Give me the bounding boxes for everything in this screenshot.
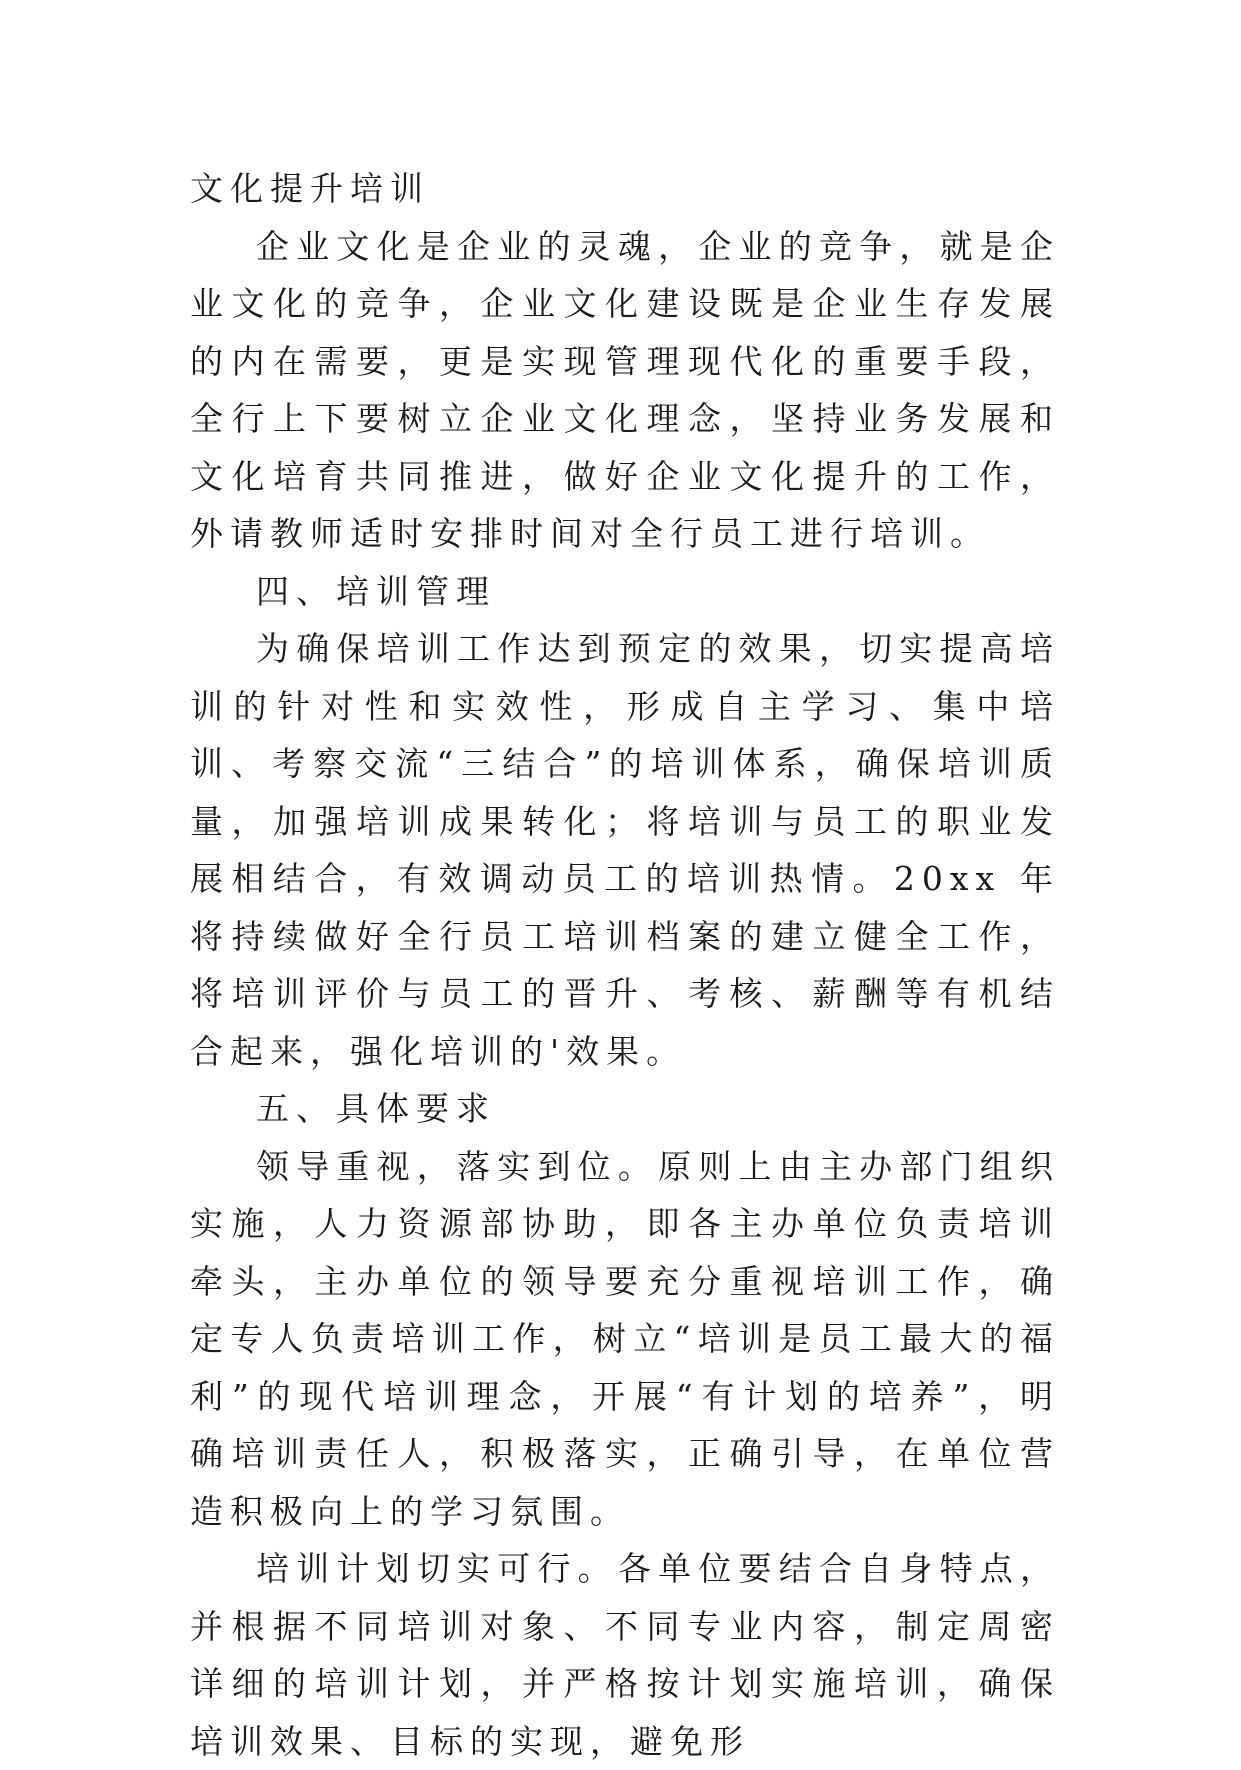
body-paragraph: 领导重视，落实到位。原则上由主办部门组织实施，人力资源部协助，即各主办单位负责培训牵头，主办单位的领导要充分重视培训工作，确定专人负责培训工作，树立“培训是员工最大的福利”的现代培训理念，开展“有计划的培养”，明确培训责任人，积极落实，正确引导，在单位营造积极向上的学习氛围。 [190, 1146, 1060, 1531]
document-body [190, 160, 1060, 1770]
body-paragraph: 培训计划切实可行。各单位要结合自身特点，并根据不同培训对象、不同专业内容，制定周密详细的培训计划，并严格按计划实施培训，确保培训效果、目标的实现，避免形 [190, 1549, 1060, 1761]
continued-section-title: 文化提升培训 [190, 169, 430, 208]
section-heading: 五、具体要求 [256, 1089, 496, 1128]
section-heading: 四、培训管理 [256, 571, 496, 611]
body-paragraph: 为确保培训工作达到预定的效果，切实提高培训的针对性和实效性，形成自主学习、集中培训、考察交流“三结合”的培训体系，确保培训质量，加强培训成果转化；将培训与员工的职业发展相结合，有效调动员工的培训热情。20xx 年将持续做好全行员工培训档案的建立健全工作，将培训评价与员工的晋升、考核、薪酬等有机结合起来，强化培训的'效果。 [190, 629, 1060, 1071]
body-paragraph: 企业文化是企业的灵魂，企业的竞争，就是企业文化的竞争，企业文化建设既是企业生存发展的内在需要，更是实现管理现代化的重要手段，全行上下要树立企业文化理念，坚持业务发展和文化培育共同推进，做好企业文化提升的工作，外请教师适时安排时间对全行员工进行培训。 [190, 226, 1060, 553]
